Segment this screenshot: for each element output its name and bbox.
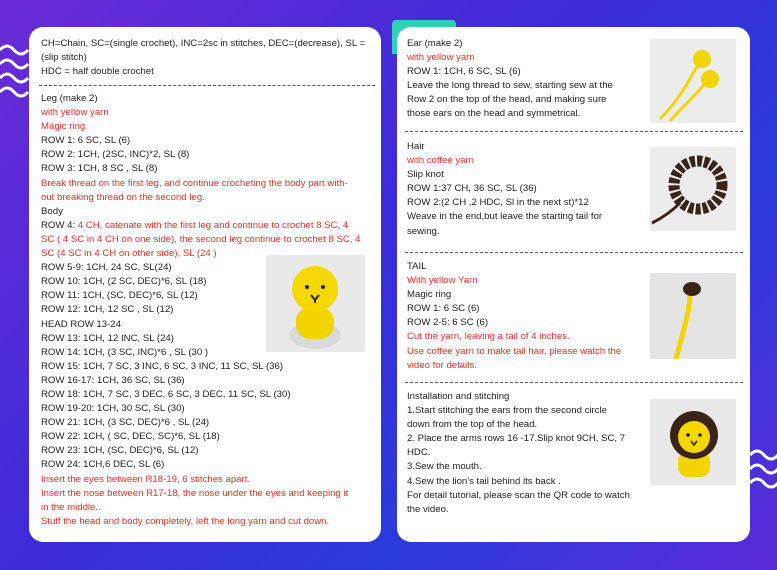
instruction-line: With yellow Yarn (407, 275, 478, 287)
wave-decoration-right (750, 445, 777, 525)
legend-line: CH=Chain, SC=(single crochet), INC=2sc in stitches, DEC=(decrease), SL = (41, 38, 366, 49)
instruction-line: ROW 14: 1CH, (3 SC, INC)*6 , SL (30 ) (41, 346, 209, 358)
instruction-line: ROW 23: 1CH, (SC, DEC)*6, SL (12) (41, 445, 199, 457)
instruction-line: down from the top of the head. (407, 419, 538, 431)
instruction-line: ROW 2: 1CH, (2SC, INC)*2, SL (8) (41, 149, 190, 161)
instruction-line: SC ( 4 SC in 4 CH on one side), the second leg continue to crochet 8 SC, 4 (41, 233, 361, 245)
installation-instructions (407, 390, 652, 517)
instruction-line: ROW 1: 6 SC, SL (6) (41, 135, 131, 147)
hair-instructions (407, 140, 647, 239)
instruction-line: Hair (407, 141, 425, 152)
instruction-line: ROW 24: 1CH,6 DEC, SL (6) (41, 459, 165, 471)
right-pattern-card (397, 27, 750, 542)
section-divider (405, 131, 743, 132)
row-label: ROW 4: (41, 219, 78, 231)
instruction-line: sewing. (407, 225, 440, 237)
instruction-line: Leave the long thread to sew, starting sew at the (407, 80, 613, 92)
instruction-line: ROW 13: 1CH, 12 INC, SL (24) (41, 332, 174, 344)
abbreviation-legend (41, 37, 376, 79)
instruction-line: ROW 18: 1CH, 7 SC, 3 DEC, 6 SC, 3 DEC, 11 SC, SL (30) (41, 388, 291, 400)
instruction-line: Insert the nose between R17-18, the nose under the eyes and keeping it (41, 487, 349, 499)
instruction-line: ROW 1: 1CH, 6 SC, SL (6) (407, 66, 521, 78)
instruction-line: ROW 16-17: 1CH, 36 SC, SL (36) (41, 374, 185, 386)
instruction-line: Break thread on the first leg, and continue crocheting the body part with- (41, 177, 348, 189)
instruction-line: ROW 2-5: 6 SC (6) (407, 317, 489, 329)
section-divider (405, 382, 743, 383)
instruction-line: Installation and stitching (407, 391, 510, 402)
instruction-line: ROW 19-20: 1CH, 30 SC, SL (30) (41, 403, 185, 415)
instruction-line: Weave in the end,but leave the starting tail for (407, 211, 603, 223)
section-divider (405, 252, 743, 253)
instruction-line: ROW 15: 1CH, 7 SC, 3 INC, 6 SC, 3 INC, 11 SC, SL (36) (41, 360, 284, 372)
instruction-line: HEAD ROW 13-24 (41, 318, 121, 330)
instruction-line: ROW 12: 1CH, 12 SC , SL (12) (41, 304, 174, 316)
instruction-line: ROW 1: 6 SC (6) (407, 303, 480, 315)
instruction-line: HDC. (407, 447, 431, 459)
instruction-line: 3.Sew the mouth. (407, 461, 482, 473)
instruction-line: TAIL (407, 261, 427, 272)
row-instruction: 4 CH, catenate with the first leg and continue to crochet 8 SC, 4 (77, 219, 349, 231)
instruction-line: video for details. (407, 359, 477, 371)
tail-instructions (407, 260, 647, 373)
instruction-line: ROW 1:37 CH, 36 SC, SL (36) (407, 183, 537, 195)
finished-lion-photo (650, 399, 736, 485)
instruction-line: Body (41, 205, 63, 217)
instruction-line: with coffee yarn (407, 155, 475, 167)
hair-photo (650, 147, 736, 231)
instruction-line: SC (4 SC in 4 CH on other side), SL (24 ) (41, 248, 217, 260)
instruction-line: ROW 22: 1CH, ( SC, DEC, SC)*6, SL (18) (41, 431, 220, 443)
instruction-line: Use coffee yarn to make tail hair, please watch the (407, 345, 622, 357)
instruction-line: Stuff the head and body completely, left the long yarn and cut down. (41, 515, 330, 527)
instruction-line: the video. (407, 503, 449, 515)
instruction-line: out breaking thread on the second leg. (41, 191, 205, 203)
instruction-line: Insert the eyes between R18-19, 6 stitches apart. (41, 473, 251, 485)
ear-instructions (407, 37, 647, 122)
instruction-line: ROW 21: 1CH, (3 SC, DEC)*6 , SL (24) (41, 417, 210, 429)
instruction-line: those ears on the head and symmetrical. (407, 108, 581, 120)
instruction-line: ROW 10: 1CH, (2 SC, DEC)*6, SL (18) (41, 276, 207, 288)
instruction-line: Ear (make 2) (407, 38, 463, 49)
legend-line: HDC = half double crochet (41, 66, 154, 78)
instruction-line: ROW 11: 1CH, (SC, DEC)*6, SL (12) (41, 290, 198, 302)
instruction-line: ROW 3: 1CH, 8 SC , SL (8) (41, 163, 158, 175)
instruction-line: Magic ring (41, 121, 86, 133)
instruction-line: ROW 5-9: 1CH, 24 SC, SL(24) (41, 262, 172, 274)
instruction-line: in the middle.. (41, 501, 101, 513)
instruction-line: with yellow yarn (41, 107, 109, 119)
instruction-line: Leg (make 2) (41, 93, 98, 104)
instruction-line: Slip knot (407, 169, 444, 181)
wave-decoration-left (0, 40, 30, 160)
instruction-line: with yellow yarn (407, 52, 475, 64)
instruction-line: 2. Place the arms rows 16 -17.Slip knot 9CH, SC, 7 (407, 433, 626, 445)
instruction-line: Magic ring (407, 289, 452, 301)
instruction-line: For detail tutorial, please scan the QR code to watch (407, 489, 630, 501)
instruction-line: Cut the yarn, leaving a tail of 4 inches. (407, 331, 570, 343)
instruction-line: 1.Start stitching the ears from the second circle (407, 405, 607, 417)
instruction-line: 4.Sew the lion's tail behind its back . (407, 475, 561, 487)
instruction-line: ROW 2:(2 CH ,2 HDC, Sl in the next st)*12 (407, 197, 589, 209)
instruction-line: Row 2 on the top of the head, and making sure (407, 94, 607, 106)
tail-photo (650, 273, 736, 359)
instruction-line (41, 219, 381, 233)
section-divider (39, 85, 375, 86)
left-pattern-card (29, 27, 381, 542)
lion-body-photo (266, 255, 365, 352)
legend-line: (slip stitch) (41, 52, 87, 64)
ear-photo (650, 39, 736, 123)
